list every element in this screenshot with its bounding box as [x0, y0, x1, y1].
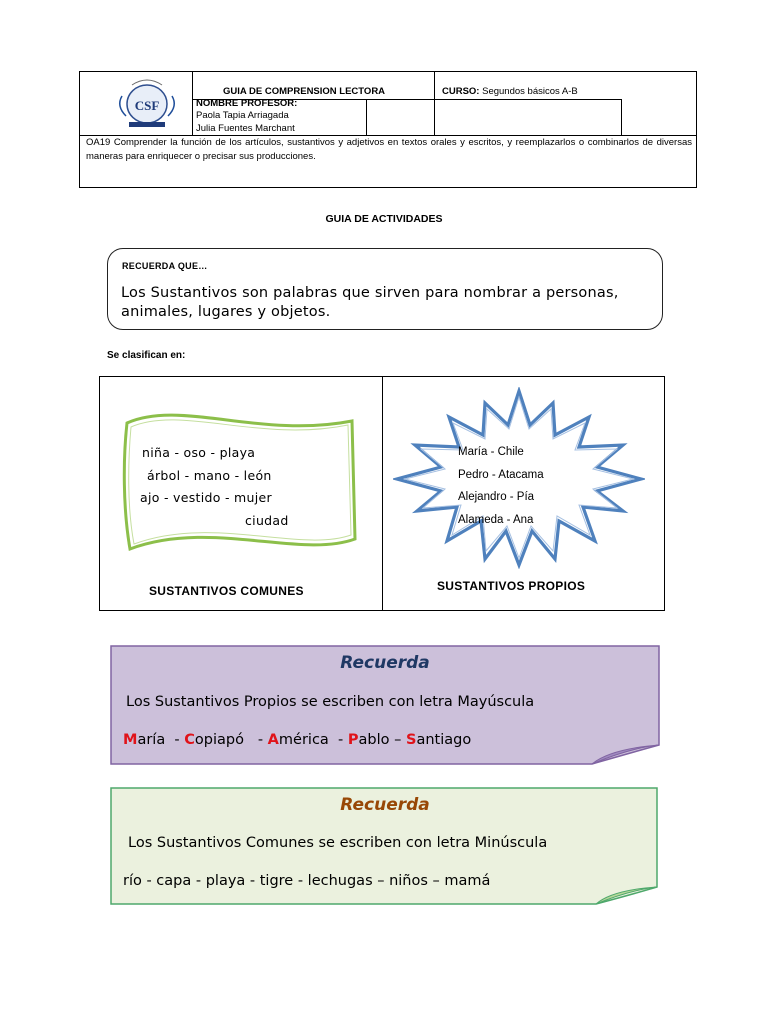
logo-letters: CSF: [134, 98, 160, 113]
common-line-2: árbol - mano - león: [147, 468, 272, 483]
classified-label: Se clasifican en:: [107, 350, 186, 361]
common-line-4: ciudad: [245, 513, 289, 528]
proper-line-4: Alameda - Ana: [458, 514, 534, 526]
common-card-title: Recuerda: [340, 795, 430, 815]
proper-line-3: Alejandro - Pía: [458, 491, 535, 503]
common-line-3: ajo - vestido - mujer: [140, 490, 272, 505]
reminder-text: Los Sustantivos son palabras que sirven para nombrar a personas, animales, lugares y objetos.: [121, 285, 619, 320]
header-table: [79, 71, 697, 188]
proper-card-sentence: Los Sustantivos Propios se escriben con letra Mayúscula: [126, 694, 535, 710]
banner-shape: [120, 409, 360, 559]
teacher-label: NOMBRE PROFESOR:: [196, 98, 298, 109]
teacher-name-2: Julia Fuentes Marchant: [196, 123, 295, 134]
proper-line-1: María - Chile: [458, 446, 524, 458]
common-nouns-card: [110, 787, 660, 907]
classification-table: [99, 376, 665, 611]
school-logo: [108, 76, 186, 132]
reminder-label: RECUERDA QUE…: [122, 261, 208, 271]
common-card-sentence: Los Sustantivos Comunes se escriben con letra Minúscula: [128, 835, 548, 851]
objective-text: OA19 Comprender la función de los artículos, sustantivos y adjetivos en textos orales y escritos, y reemplazarlos o combinarlos de diversas maneras para enriquecer o precisar sus producciones.: [86, 137, 692, 162]
proper-label: SUSTANTIVOS PROPIOS: [437, 579, 586, 593]
common-label: SUSTANTIVOS COMUNES: [149, 584, 304, 598]
common-line-1: niña - oso - playa: [142, 445, 256, 460]
proper-line-2: Pedro - Atacama: [458, 469, 544, 481]
proper-card-title: Recuerda: [340, 653, 430, 673]
common-card-examples: río - capa - playa - tigre - lechugas – niños – mamá: [123, 873, 491, 889]
proper-card-examples: María - Copiapó - América - Pablo – Santiago: [123, 732, 472, 748]
teacher-name-1: Paola Tapia Arriagada: [196, 110, 289, 121]
guide-title: GUIA DE COMPRENSION LECTORA: [223, 86, 386, 97]
proper-nouns-card: [110, 645, 660, 766]
reminder-box: [107, 248, 663, 330]
activities-title: GUIA DE ACTIVIDADES: [325, 213, 443, 225]
course-info: CURSO: Segundos básicos A-B: [442, 86, 578, 97]
